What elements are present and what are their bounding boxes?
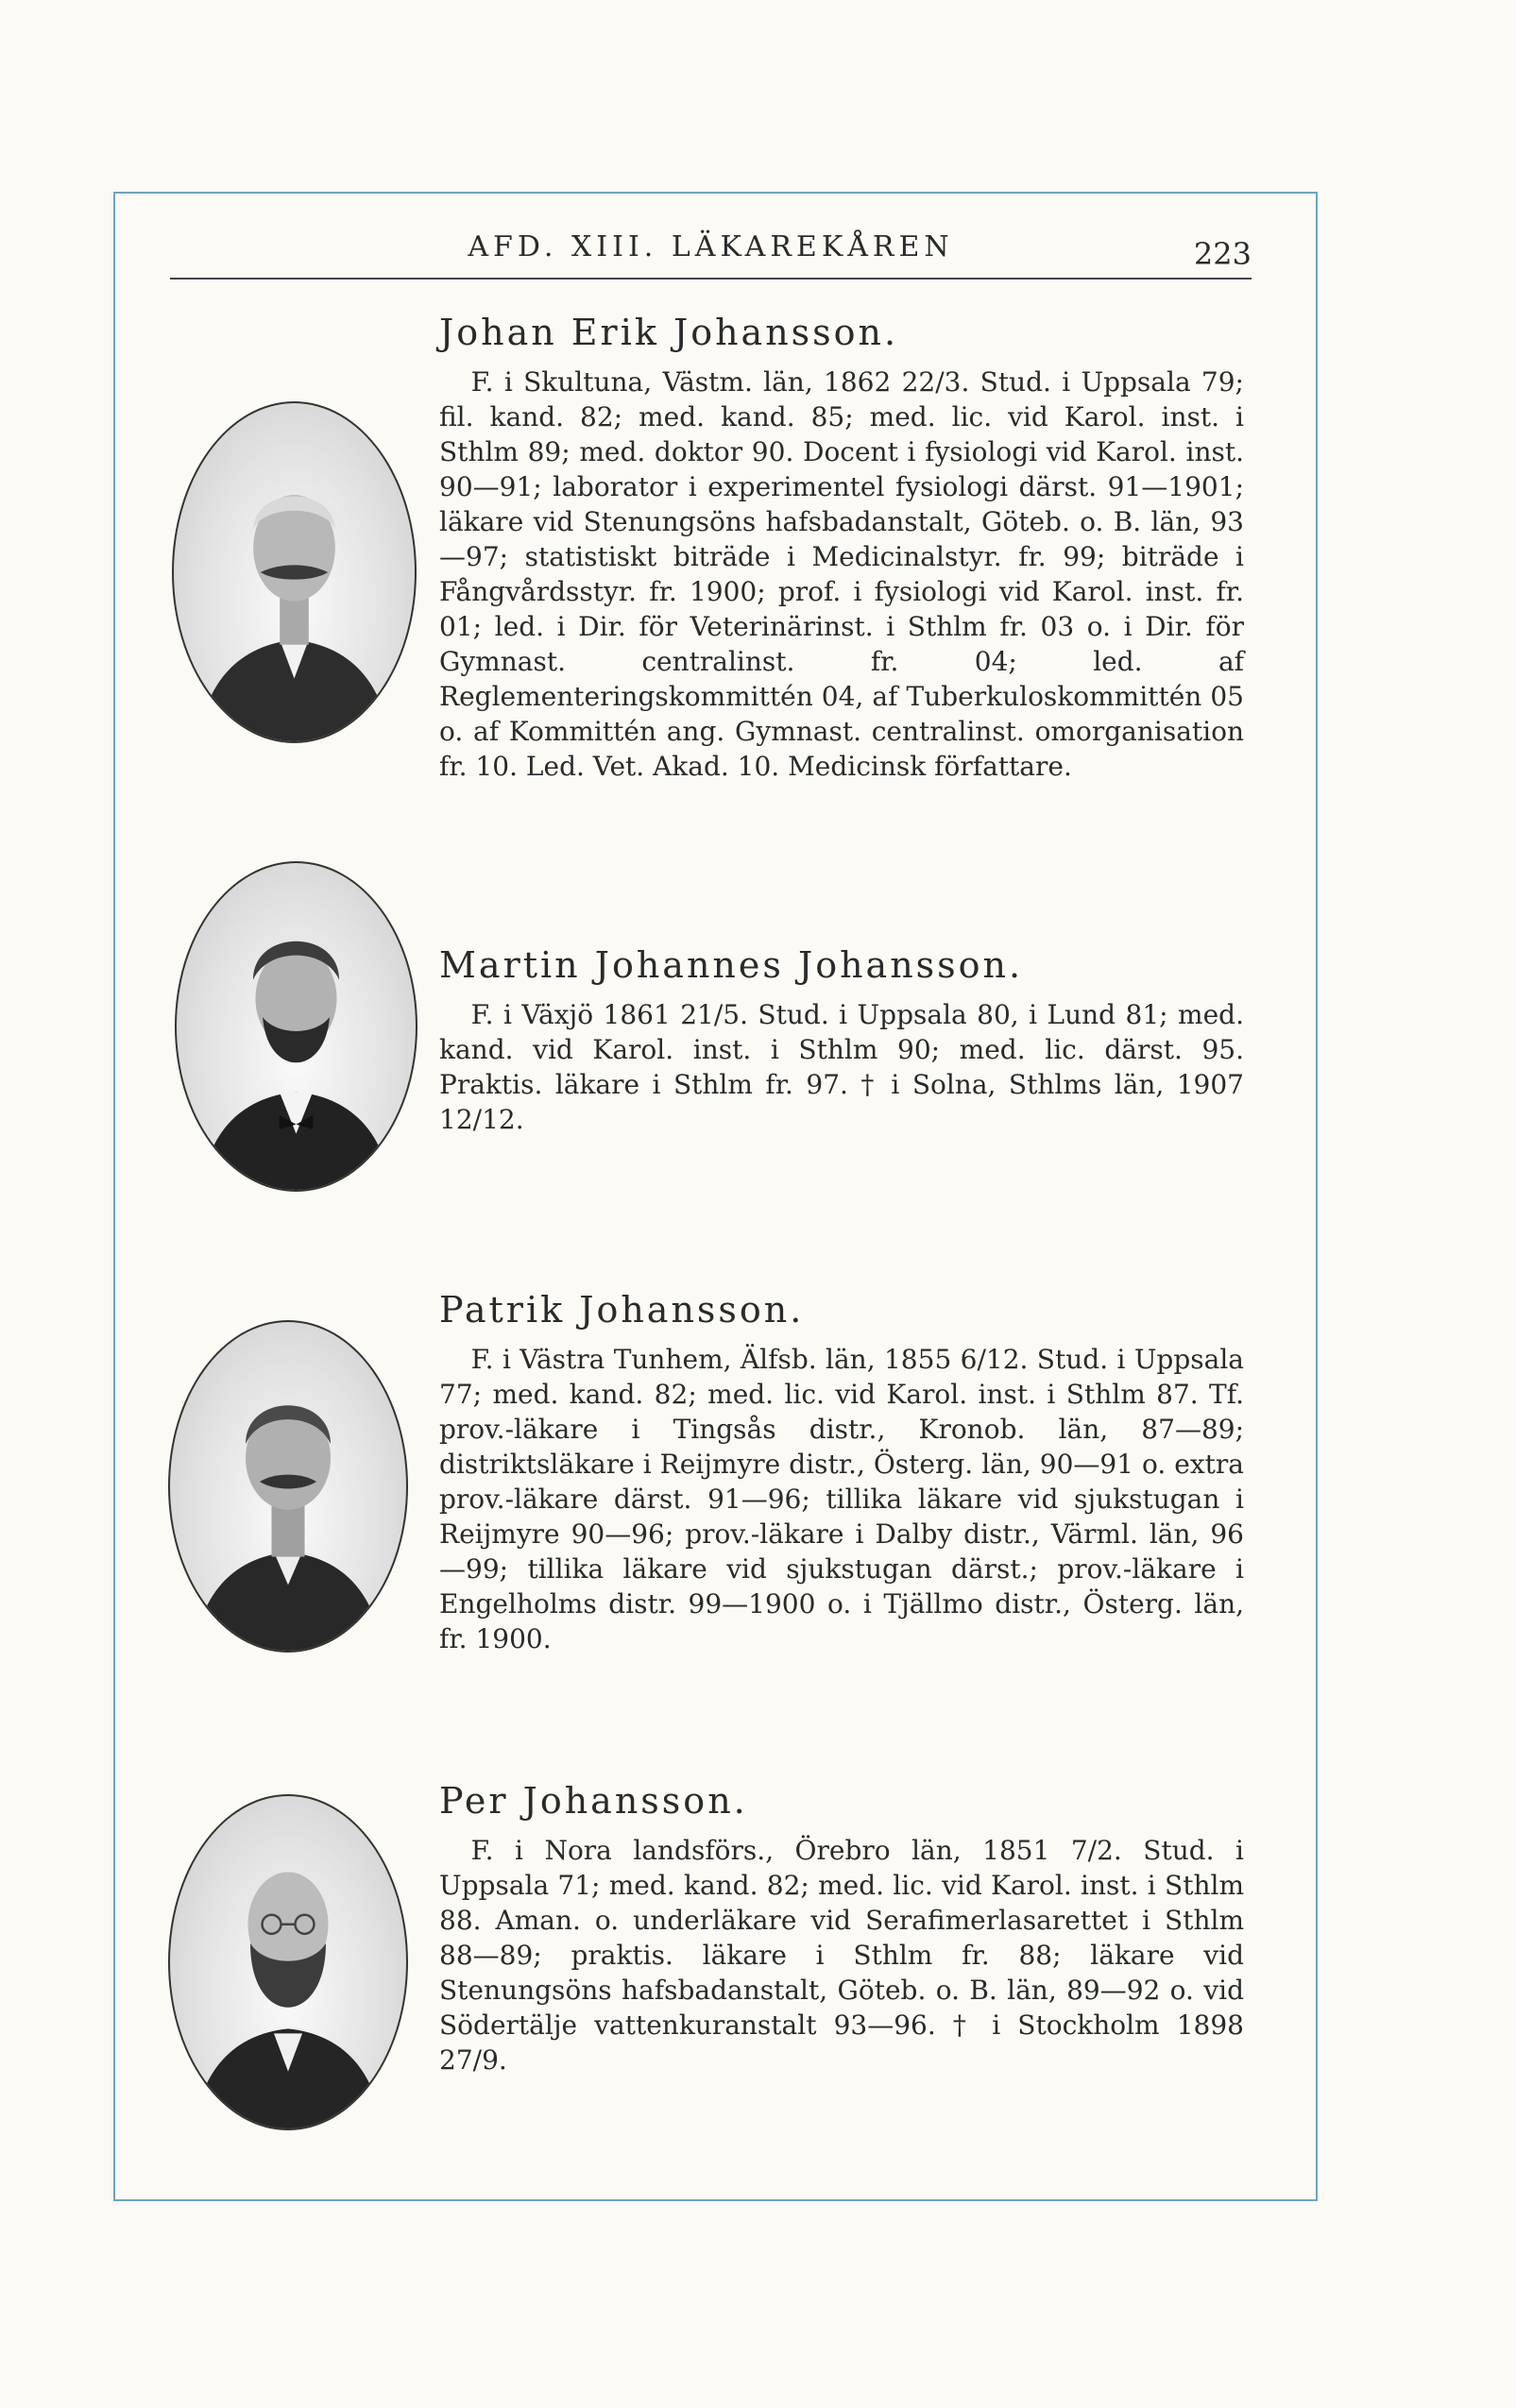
entry-name: Per Johansson. [439,1780,748,1822]
entry-text: F. i Skultuna, Västm. län, 1862 22/3. Stud. i Uppsala 79; fil. kand. 82; med. kand. 85; med. lic. vid Karol. inst. i Sthlm 89; med. doktor 90. Docent i fysiologi vid Karol. inst. 90—91; laborator i experimentel fysiologi därst. 91—1901; läkare vid Stenungsöns hafsbadanstalt, Göteb. o. B. län, 93—97; statistiskt biträde i Medicinalstyr. fr. 99; biträde i Fångvårdsstyr. fr. 1900; prof. i fysiologi vid Karol. inst. fr. 01; led. i Dir. för Veterinärinst. i Sthlm fr. 03 o. i Dir. för Gymnast. centralinst. fr. 04; led. af Reglementeringskommittén 04, af Tuberkuloskommittén 05 o. af Kommittén ang. Gymnast. centralinst. omorganisation fr. 10. Led. Vet. Akad. 10. Medicinsk författare. [439,366,1244,782]
running-head [170,223,1252,280]
portrait-johan-erik-johansson [172,401,417,743]
portrait-patrik-johansson [168,1320,408,1653]
running-title: AFD. XIII. LÄKAREKÅREN [468,230,954,263]
entry-patrik-johansson [439,1289,1244,1656]
entry-martin-johannes-johansson [439,944,1244,1137]
entry-name: Martin Johannes Johansson. [439,944,1024,986]
entry-name: Patrik Johansson. [439,1289,805,1331]
entry-name: Johan Erik Johansson. [439,312,899,353]
entry-per-johansson [439,1780,1244,2077]
entry-text: F. i Växjö 1861 21/5. Stud. i Uppsala 80, i Lund 81; med. kand. vid Karol. inst. i Sthlm 90; med. lic. därst. 95. Praktis. läkare i Sthlm fr. 97. † i Solna, Sthlms län, 1907 12/12. [439,999,1244,1135]
portrait-per-johansson [168,1794,408,2130]
entry-text: F. i Nora landsförs., Örebro län, 1851 7/2. Stud. i Uppsala 71; med. kand. 82; med. lic. vid Karol. inst. i Sthlm 88. Aman. o. underläkare vid Serafimerlasarettet i Sthlm 88—89; praktis. läkare i Sthlm fr. 88; läkare vid Stenungsöns hafsbadanstalt, Göteb. o. B. län, 89—92 o. vid Södertälje vattenkuranstalt 93—96. † i Stockholm 1898 27/9. [439,1835,1244,2076]
page-number: 223 [1193,236,1252,272]
entry-text: F. i Västra Tunhem, Älfsb. län, 1855 6/12. Stud. i Uppsala 77; med. kand. 82; med. lic. vid Karol. inst. i Sthlm 87. Tf. prov.-läkare i Tingsås distr., Kronob. län, 87—89; distriktsläkare i Reijmyre distr., Österg. län, 90—91 o. extra prov.-läkare därst. 91—96; tillika läkare vid sjukstugan i Reijmyre 90—96; prov.-läkare i Dalby distr., Värml. län, 96—99; tillika läkare vid sjukstugan därst.; prov.-läkare i Engelholms distr. 99—1900 o. i Tjällmo distr., Österg. län, fr. 1900. [439,1344,1244,1654]
entry-johan-erik-johansson [439,312,1244,784]
portrait-martin-johannes-johansson [175,861,417,1192]
